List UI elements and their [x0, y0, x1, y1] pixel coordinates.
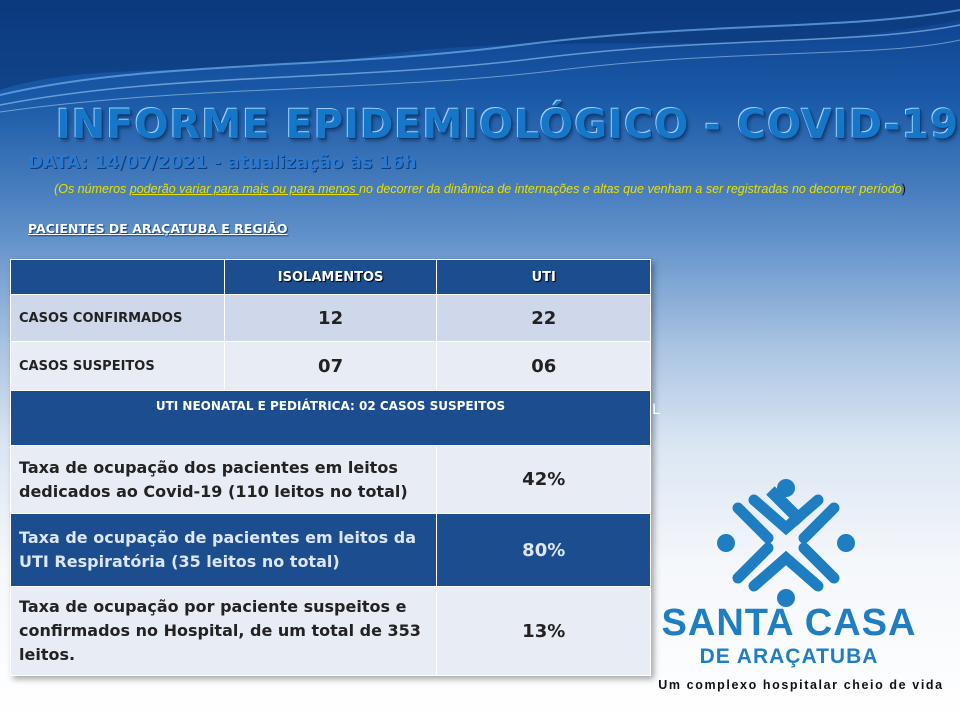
page-title: INFORME EPIDEMIOLÓGICO - COVID-19 — [56, 102, 960, 148]
neonatal-note: UTI NEONATAL E PEDIÁTRICA: 02 CASOS SUSPEITOS — [11, 391, 651, 446]
table-row-confirmados — [11, 295, 651, 342]
note-open: (Os números — [54, 182, 130, 196]
table-row-rate-uti — [11, 514, 651, 587]
rate-label: Taxa de ocupação por paciente suspeitos e confirmados no Hospital, de um total de 353 leitos. — [11, 587, 437, 676]
uti-value: 06 — [437, 342, 651, 391]
section-subheading: PACIENTES DE ARAÇATUBA E REGIÃO — [28, 221, 288, 236]
rate-value: 13% — [437, 587, 651, 676]
rate-label: Taxa de ocupação de pacientes em leitos da UTI Respiratória (35 leitos no total) — [11, 514, 437, 587]
santa-casa-logo-icon — [716, 478, 856, 608]
date-line: DATA: 14/07/2021 - atualização às 16h — [28, 152, 417, 173]
rate-value: 42% — [437, 446, 651, 514]
isolamentos-value: 07 — [224, 342, 437, 391]
note-rest: no decorrer da dinâmica de internações e altas que venham a ser registradas no decorrer período — [359, 182, 902, 196]
rate-value: 80% — [437, 514, 651, 587]
isolamentos-value: 12 — [224, 295, 437, 342]
table-row-suspeitos — [11, 342, 651, 391]
brand-city: DE ARAÇATUBA — [699, 645, 879, 668]
table-row-rate-covid — [11, 446, 651, 514]
header-empty-cell — [11, 260, 225, 295]
note-close: ) — [901, 182, 906, 196]
uti-value: 22 — [437, 295, 651, 342]
rate-label: Taxa de ocupação dos pacientes em leitos dedicados ao Covid-19 (110 leitos no total) — [11, 446, 437, 514]
row-label: CASOS CONFIRMADOS — [11, 295, 225, 342]
table-row-rate-hospital — [11, 587, 651, 676]
column-header-isolamentos: ISOLAMENTOS — [224, 260, 437, 295]
note-underlined: poderão variar para mais ou para menos — [129, 182, 360, 196]
column-header-uti: UTI — [437, 260, 651, 295]
disclaimer-note — [40, 181, 920, 198]
stray-text-fragment: L — [652, 402, 660, 418]
row-label: CASOS SUSPEITOS — [11, 342, 225, 391]
covid-stats-table — [10, 259, 651, 676]
table-row-neonatal — [11, 391, 651, 446]
table-header-row — [11, 260, 651, 295]
brand-name: SANTA CASA — [661, 602, 917, 644]
brand-slogan: Um complexo hospitalar cheio de vida — [658, 678, 944, 692]
